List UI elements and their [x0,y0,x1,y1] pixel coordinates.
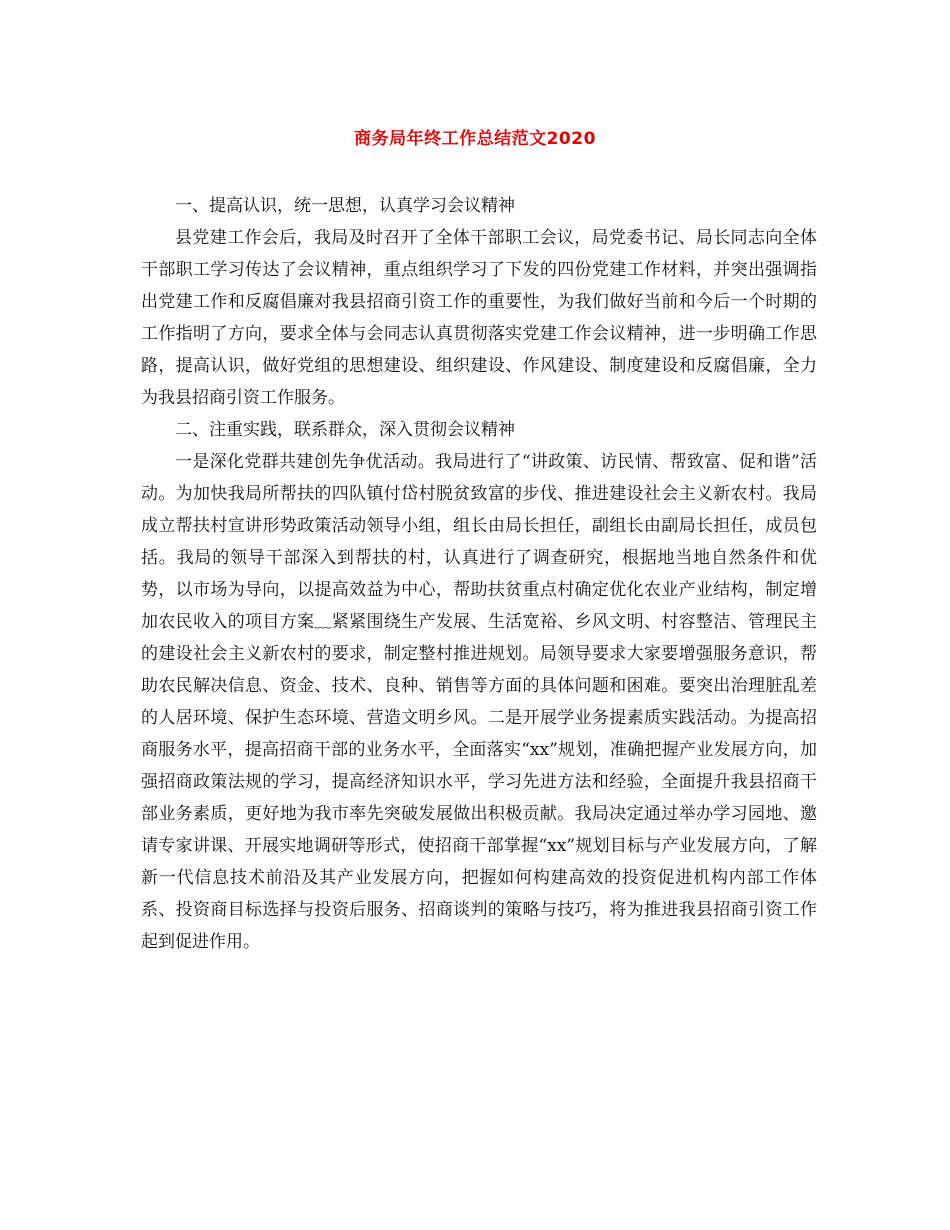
section-heading-2: 二、注重实践，联系群众，深入贯彻会议精神 [175,420,515,440]
paragraph-1: 县党建工作会后，我局及时召开了全体干部职工会议，局党委书记、局长同志向全体干部职工学习传达了会议精神，重点组织学习了下发的四份党建工作材料，并突出强调指出党建工作和反腐倡廉对我县招商引资工作的重要性，为我们做好当前和今后一个时期的工作指明了方向，要求全体与会同志认真贯彻落实党建工作会议精神，进一步明确工作思路，提高认识，做好党组的思想建设、组织建设、作风建设、制度建设和反腐倡廉，全力为我县招商引资工作服务。 [141,228,817,408]
paragraph-2: 一是深化党群共建创先争优活动。我局进行了“讲政策、访民情、帮致富、促和谐”活动。为加快我局所帮扶的四队镇付岱村脱贫致富的步伐、推进建设社会主义新农村。我局成立帮扶村宣讲形势政策活动领导小组，组长由局长担任，副组长由副局长担任，成员包括。我局的领导干部深入到帮扶的村，认真进行了调查研究，根据地当地自然条件和优势，以市场为导向，以提高效益为中心，帮助扶贫重点村确定优化农业产业结构，制定增加农民收入的项目方案﹏紧紧围绕生产发展、生活宽裕、乡风文明、村容整洁、管理民主的建设社会主义新农村的要求，制定整村推进规划。局领导要求大家要增强服务意识，帮助农民解决信息、资金、技术、良种、销售等方面的具体问题和困难。要突出治理脏乱差的人居环境、保护生态环境、营造文明乡风。二是开展学业务提素质实践活动。为提高招商服务水平，提高招商干部的业务水平，全面落实“xx”规划，准确把握产业发展方向，加强招商政策法规的学习，提高经济知识水平，学习先进方法和经验，全面提升我县招商干部业务素质，更好地为我市率先突破发展做出积极贡献。我局决定通过举办学习园地、邀请专家讲课、开展实地调研等形式，使招商干部掌握“xx”规划目标与产业发展方向，了解新一代信息技术前沿及其产业发展方向，把握如何构建高效的投资促进机构内部工作体系、投资商目标选择与投资后服务、招商谈判的策略与技巧，将为推进我县招商引资工作起到促进作用。 [141,452,817,952]
section-heading-1: 一、提高认识，统一思想，认真学习会议精神 [175,196,515,216]
document-title: 商务局年终工作总结范文2020 [354,129,596,149]
document-body [141,190,817,958]
